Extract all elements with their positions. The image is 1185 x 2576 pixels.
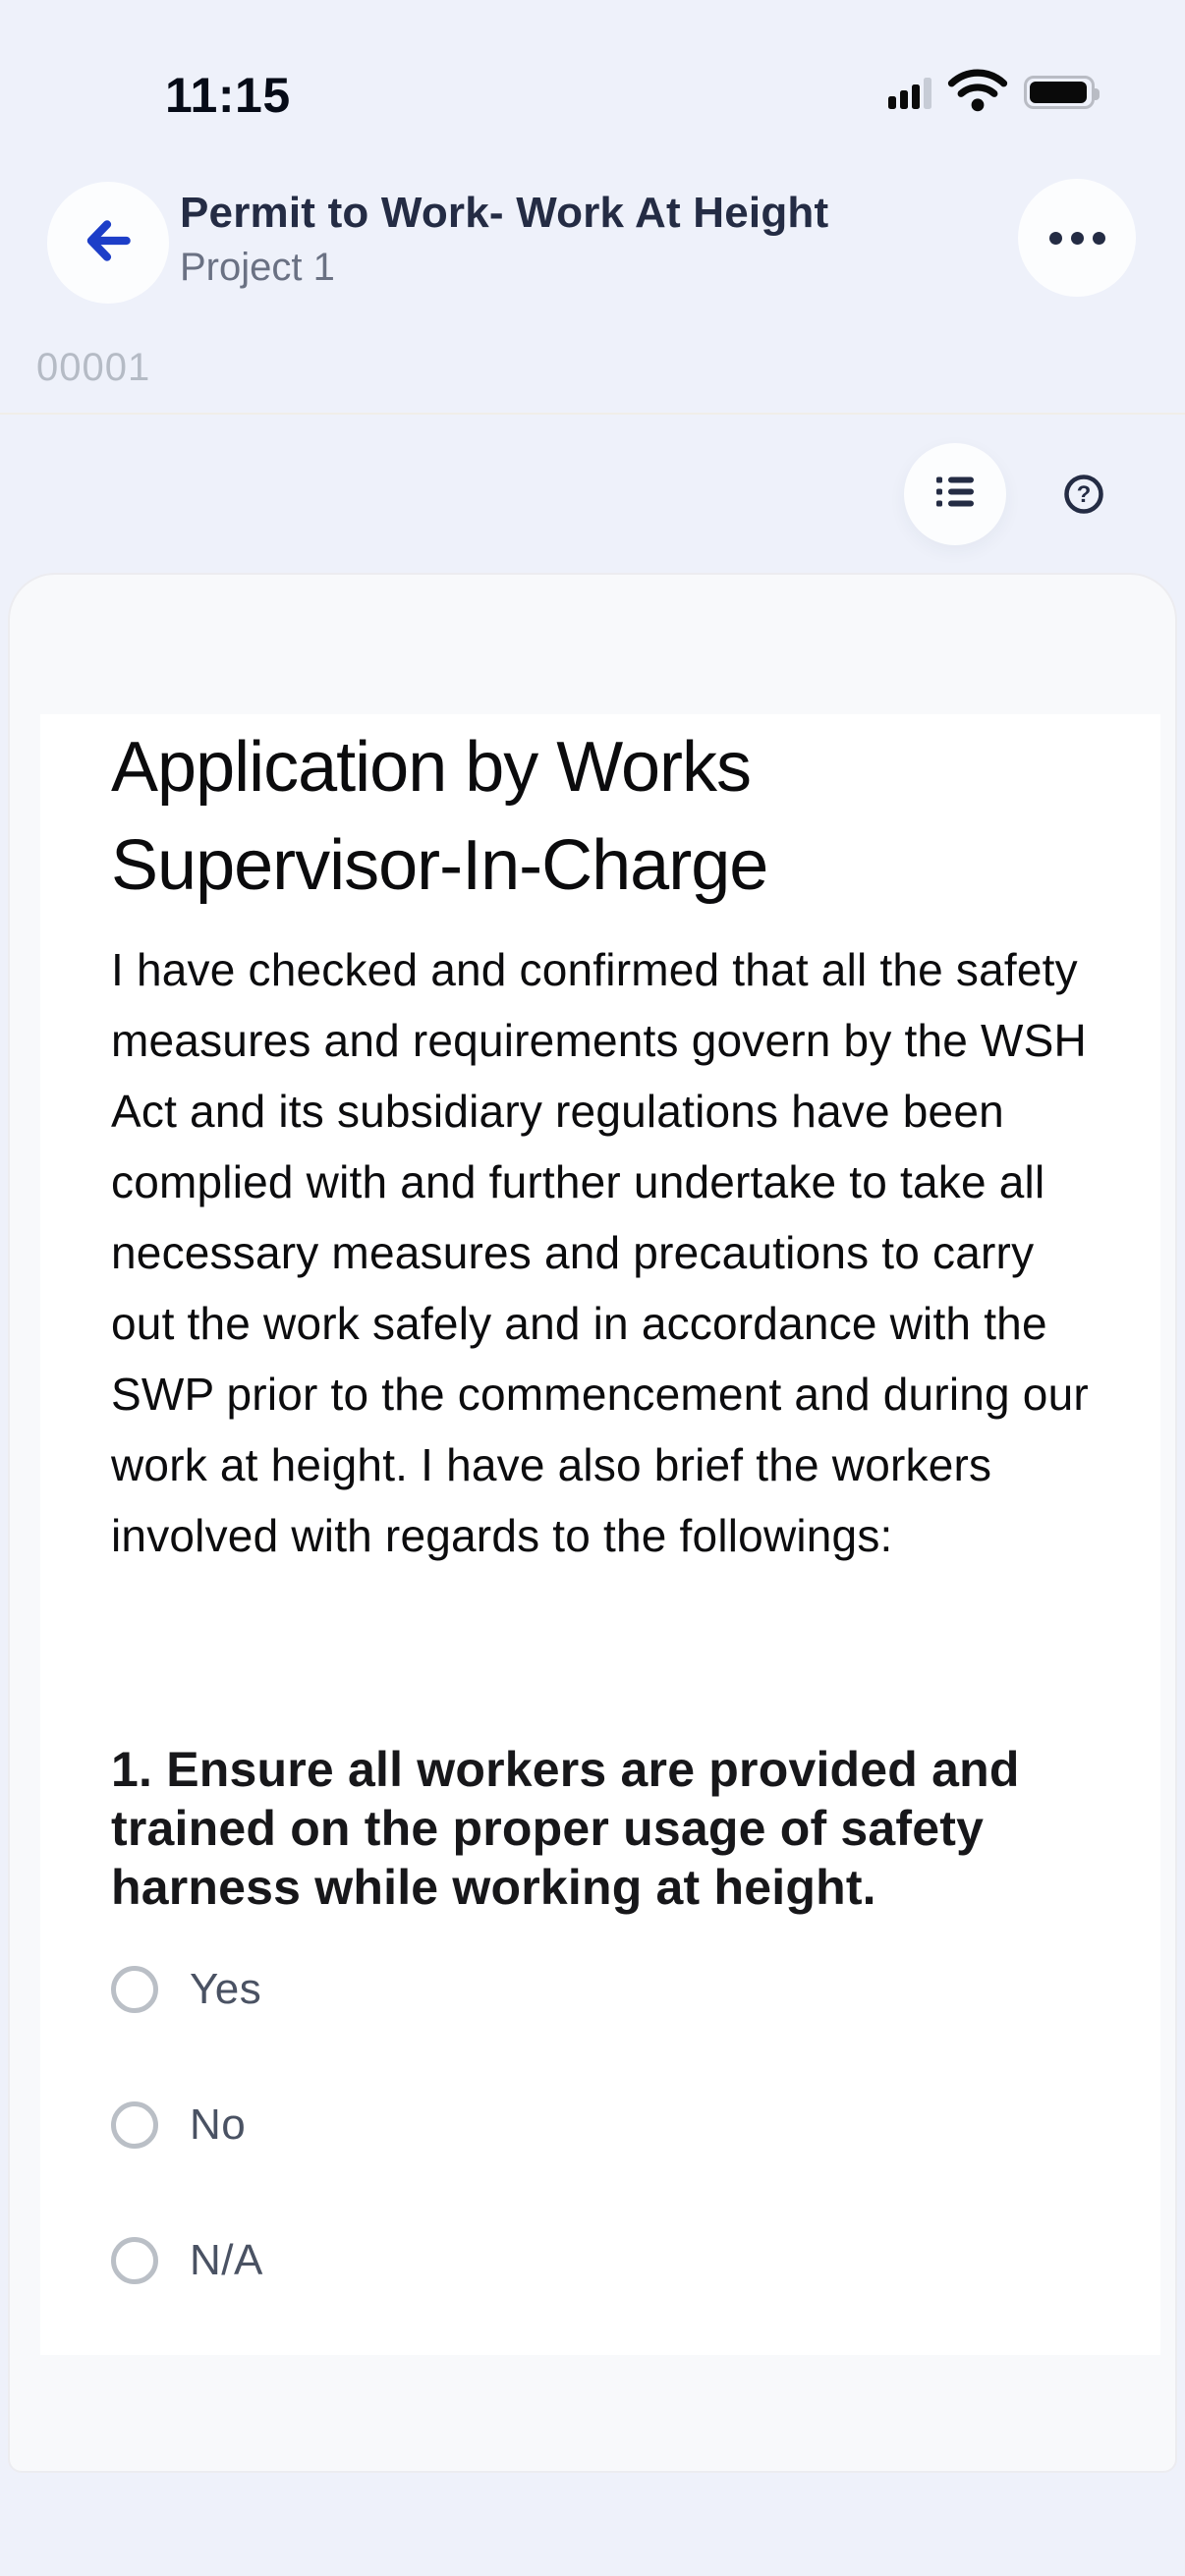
radio-option-label: N/A xyxy=(190,2236,263,2284)
svg-text:?: ? xyxy=(1076,481,1092,508)
radio-option-yes[interactable] xyxy=(111,1966,1096,2013)
radio-circle[interactable] xyxy=(111,2237,158,2284)
radio-option-no[interactable] xyxy=(111,2101,1096,2149)
permit-number: 00001 xyxy=(36,346,151,389)
declaration-text: I have checked and confirmed that all the safety measures and requirements govern by the WSH Act and its subsidiary regulations have been complied with and further undertake to take all necessary measures and precautions to carry out the work safely and in accordance with the SWP prior to the commencement and during our work at height. I have also brief the workers involved with regards to the followings: xyxy=(111,944,1089,1561)
section-list-button[interactable] xyxy=(904,443,1006,545)
project-subtitle: Project 1 xyxy=(180,246,335,289)
status-icons xyxy=(888,73,1095,112)
form-card xyxy=(8,573,1177,2473)
section-title: Application by Works Supervisor-In-Charge xyxy=(111,728,768,905)
form-panel xyxy=(40,714,1160,2355)
arrow-left-icon xyxy=(80,212,137,274)
help-button[interactable] xyxy=(1062,473,1105,516)
page-title: Permit to Work- Work At Height xyxy=(180,189,829,237)
ellipsis-icon xyxy=(1049,232,1062,245)
back-button[interactable] xyxy=(47,182,169,304)
header-divider xyxy=(0,413,1185,415)
radio-circle[interactable] xyxy=(111,1966,158,2013)
radio-option-label: No xyxy=(190,2100,247,2149)
more-options-button[interactable] xyxy=(1018,179,1136,297)
radio-option-label: Yes xyxy=(190,1965,262,2013)
wifi-icon xyxy=(947,68,1008,118)
question-mark-icon xyxy=(1062,481,1105,520)
radio-circle[interactable] xyxy=(111,2101,158,2149)
header-title-block xyxy=(180,189,828,290)
radio-group xyxy=(111,1966,1096,2284)
bullet-list-icon xyxy=(936,476,974,512)
cellular-signal-icon xyxy=(888,76,931,109)
battery-icon xyxy=(1024,76,1095,109)
radio-option-na[interactable] xyxy=(111,2237,1096,2284)
status-time: 11:15 xyxy=(165,68,291,123)
question-label: 1. Ensure all workers are provided and trained on the proper usage of safety harness while working at height. xyxy=(111,1742,1020,1915)
